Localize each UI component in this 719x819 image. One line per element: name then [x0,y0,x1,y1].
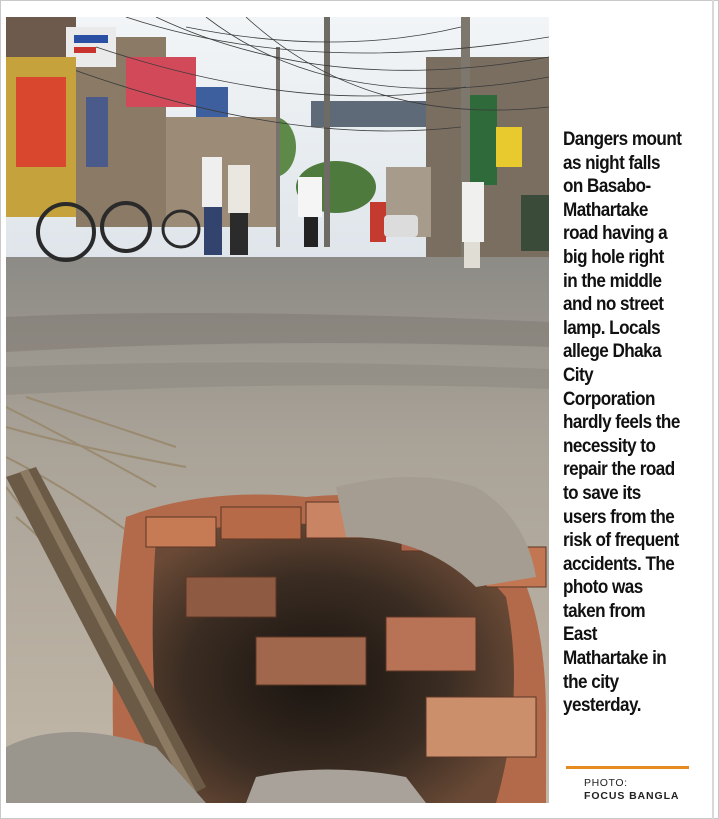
caption-line: and no street [563,294,664,316]
caption-line: Dangers mount [563,129,682,150]
credit-source: FOCUS BANGLA [584,790,680,802]
shop-sign [126,57,196,107]
caption-line: Mathartake [563,199,648,221]
caption-line: Mathartake in [563,648,667,670]
caption-line: City [563,364,594,386]
utility-pole [324,17,330,247]
car [384,215,418,237]
caption-line: risk of frequent [563,530,679,552]
caption-line: the city [563,671,619,693]
caption-line: hardly feels the [563,412,680,434]
credit-divider [566,766,689,769]
caption-line: big hole right [563,246,664,268]
shop-sign [496,127,522,167]
shop-sign [521,195,549,251]
caption-line: photo was [563,577,643,599]
photo-credit [584,777,679,803]
caption-line: repair the road [563,459,675,481]
photo-caption [563,128,689,718]
caption-line: lamp. Locals [563,317,661,339]
caption-line: East [563,624,597,646]
caption-line: necessity to [563,435,656,457]
column-divider [712,0,714,819]
caption-line: allege Dhaka [563,341,662,363]
caption-line: users from the [563,506,675,528]
caption-line: on Basabo- [563,176,651,198]
caption-line: in the middle [563,270,662,292]
credit-label: PHOTO: [584,777,628,789]
caption-line: Corporation [563,388,655,410]
caption-line: as night falls [563,152,660,174]
caption-line: to save its [563,482,641,504]
caption-line: road having a [563,223,668,245]
news-photo [6,17,549,803]
street-scene-illustration [6,17,549,803]
caption-line: accidents. The [563,553,675,575]
caption-line: yesterday. [563,695,641,717]
utility-pole [276,47,280,247]
caption-line: taken from [563,600,646,622]
